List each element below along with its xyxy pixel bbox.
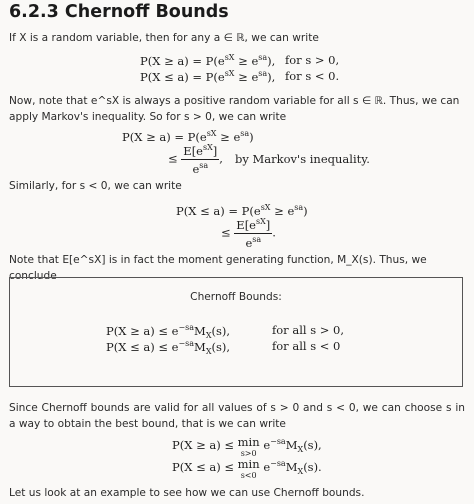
eq3-line1: $P(X \le a) = P(e^{sX} \ge e^{sa})$ bbox=[176, 203, 308, 218]
eq2-line1: $P(X \ge a) = P(e^{sX} \ge e^{sa})$ bbox=[122, 129, 254, 144]
eq1-row1-condition: for s > 0, bbox=[285, 53, 340, 67]
eq1-row2-condition: for s < 0. bbox=[285, 69, 340, 83]
eq3-fraction: $\frac{E[e^{sX}]}{e^{sa}}$ bbox=[236, 217, 271, 250]
eq2-note: by Markov's inequality. bbox=[235, 152, 370, 166]
box-row2-condition: for all s < 0 bbox=[272, 339, 341, 353]
box-row1-condition: for all s > 0, bbox=[272, 323, 345, 337]
box-row2: $P(X \le a) \le e^{-sa}M_X(s)$, bbox=[106, 339, 231, 357]
eq5-row2: P(X ≤ a) ≤ min s<0 $e^{-sa}M_X(s)$. bbox=[172, 457, 322, 480]
eq2-fraction: $\frac{E[e^{sX}]}{e^{sa}}$ bbox=[183, 143, 218, 176]
intro-paragraph: If X is a random variable, then for any a ∈ ℝ, we can write bbox=[9, 32, 319, 44]
example-paragraph: Let us look at an example to see how we can use Chernoff bounds. bbox=[9, 487, 365, 499]
eq1-row2: $P(X \le a) = P(e^{sX} \ge e^{sa})$, bbox=[140, 69, 276, 84]
best-bound-paragraph: Since Chernoff bounds are valid for all values of s > 0 and s < 0, we can choose s in a way to obtain the best bound, that is we can write bbox=[9, 402, 465, 431]
box-title: Chernoff Bounds: bbox=[190, 291, 282, 303]
box-row1: $P(X \ge a) \le e^{-sa}M_X(s)$, bbox=[106, 323, 231, 341]
similarly-paragraph: Similarly, for s < 0, we can write bbox=[9, 180, 182, 192]
mgf-paragraph: Note that E[e^sX] is in fact the moment generating function, M_X(s). Thus, we conclude bbox=[9, 254, 427, 283]
eq3-line2: ≤ $\frac{E[e^{sX}]}{e^{sa}}$ . bbox=[221, 217, 276, 250]
eq2-line2: ≤ $\frac{E[e^{sX}]}{e^{sa}}$ , bbox=[168, 143, 223, 176]
eq1-row1: $P(X \ge a) = P(e^{sX} \ge e^{sa})$, bbox=[140, 53, 276, 68]
markov-paragraph: Now, note that e^sX is always a positive random variable for all s ∈ ℝ. Thus, we can apply Markov's inequality. So for s > 0, we can write bbox=[9, 95, 460, 124]
eq5-row1: P(X ≥ a) ≤ min s>0 $e^{-sa}M_X(s)$, bbox=[172, 435, 322, 458]
section-heading: 6.2.3 Chernoff Bounds bbox=[9, 2, 229, 22]
